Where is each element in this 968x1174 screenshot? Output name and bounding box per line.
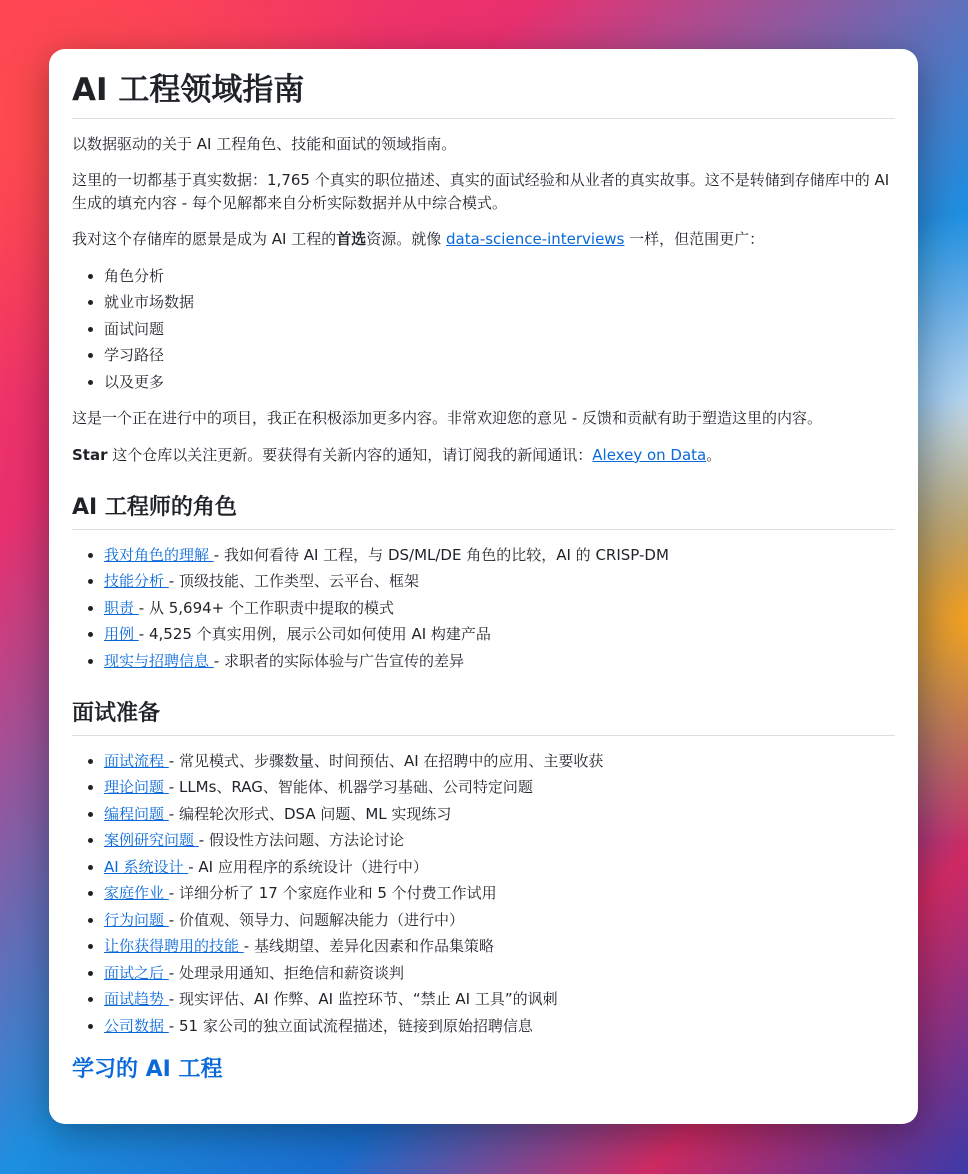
item-description: - 4,525 个真实用例，展示公司如何使用 AI 构建产品	[138, 625, 491, 644]
progress-text: 这是一个正在进行中的项目，我正在积极添加更多内容。非常欢迎您的意见 - 反馈和贡献有助于塑造这里的内容。	[72, 409, 822, 428]
vision-post: 一样，但范围更广：	[624, 230, 765, 249]
page-title: AI 工程领域指南	[72, 71, 895, 119]
scope-list	[72, 265, 895, 394]
newsletter-link[interactable]: Alexey on Data	[592, 445, 707, 464]
item-link[interactable]: 公司数据	[104, 1016, 169, 1035]
list-item	[104, 962, 895, 985]
item-link[interactable]: 理论问题	[104, 778, 169, 797]
item-link[interactable]: 编程问题	[104, 804, 169, 823]
list-item: • 角色分析	[104, 265, 895, 288]
item-description: - 从 5,694+ 个工作职责中提取的模式	[138, 598, 395, 617]
vision-text	[72, 228, 895, 251]
vision-bold: 首选	[336, 230, 367, 249]
roles-list	[72, 544, 895, 673]
readme-card	[49, 49, 918, 1124]
item-description: - 我如何看待 AI 工程，与 DS/ML/DE 角色的比较，AI 的 CRISP-DM	[213, 545, 669, 564]
item-link[interactable]: 现实与招聘信息	[104, 651, 214, 670]
item-description: - 详细分析了 17 个家庭作业和 5 个付费工作试用	[168, 884, 497, 903]
item-link[interactable]: 技能分析	[104, 572, 169, 591]
intro-text: 以数据驱动的关于 AI 工程角色、技能和面试的领域指南。	[72, 134, 457, 153]
vision-pre: 我对这个存储库的愿景是成为 AI 工程的	[72, 230, 337, 249]
list-item	[104, 935, 895, 958]
list-item: • 以及更多	[104, 371, 895, 394]
list-item	[104, 1015, 895, 1038]
learning-heading: 学习的 AI 工程	[72, 1057, 223, 1083]
item-link[interactable]: 职责	[104, 598, 139, 617]
item-link[interactable]: 面试流程	[104, 751, 169, 770]
item-link[interactable]: 面试之后	[104, 963, 169, 982]
star-text	[72, 444, 895, 467]
list-item	[104, 882, 895, 905]
item-link[interactable]: 让你获得聘用的技能	[104, 937, 244, 956]
item-link[interactable]: 行为问题	[104, 910, 169, 929]
star-body: 这个仓库以关注更新。要获得有关新内容的通知，请订阅我的新闻通讯：	[107, 445, 593, 464]
list-item	[104, 544, 895, 567]
list-item	[104, 856, 895, 879]
item-link[interactable]: 我对角色的理解	[104, 545, 214, 564]
readme-content	[49, 49, 918, 1086]
roles-heading: AI 工程师的角色	[72, 494, 895, 530]
interview-list	[72, 750, 895, 1038]
item-description: - 基线期望、差异化因素和作品集策略	[243, 937, 494, 956]
data-science-interviews-link[interactable]: data-science-interviews	[446, 230, 625, 249]
item-description: - 编程轮次形式、DSA 问题、ML 实现练习	[168, 804, 452, 823]
list-item	[104, 909, 895, 932]
list-item	[104, 988, 895, 1011]
item-description: - LLMs、RAG、智能体、机器学习基础、公司特定问题	[168, 778, 533, 797]
item-description: - 现实评估、AI 作弊、AI 监控环节、“禁止 AI 工具”的讽刺	[168, 990, 558, 1009]
list-item	[104, 570, 895, 593]
list-item: • 面试问题	[104, 318, 895, 341]
list-item	[104, 829, 895, 852]
item-link[interactable]: 案例研究问题	[104, 831, 199, 850]
item-link[interactable]: 家庭作业	[104, 884, 169, 903]
interview-heading: 面试准备	[72, 700, 895, 736]
item-link[interactable]: AI 系统设计	[104, 857, 189, 876]
item-description: - 顶级技能、工作类型、云平台、框架	[168, 572, 419, 591]
item-description: - 常见模式、步骤数量、时间预估、AI 在招聘中的应用、主要收获	[168, 751, 604, 770]
list-item: • 学习路径	[104, 344, 895, 367]
list-item	[104, 750, 895, 773]
item-link[interactable]: 面试趋势	[104, 990, 169, 1009]
vision-mid: 资源。就像	[366, 230, 447, 249]
item-description: - 价值观、领导力、问题解决能力（进行中）	[168, 910, 464, 929]
item-description: - 51 家公司的独立面试流程描述，链接到原始招聘信息	[168, 1016, 533, 1035]
list-item	[104, 623, 895, 646]
item-description: - 处理录用通知、拒绝信和薪资谈判	[168, 963, 404, 982]
list-item	[104, 776, 895, 799]
list-item	[104, 803, 895, 826]
list-item	[104, 597, 895, 620]
data-basis-text: 这里的一切都基于真实数据：1,765 个真实的职位描述、真实的面试经验和从业者的真实故事。这不是转储到存储库中的 AI 生成的填充内容 - 每个见解都来自分析实际数据并从中综合模式。	[72, 171, 890, 212]
list-item	[104, 650, 895, 673]
item-link[interactable]: 用例	[104, 625, 139, 644]
item-description: - 求职者的实际体验与广告宣传的差异	[213, 651, 464, 670]
list-item: • 就业市场数据	[104, 291, 895, 314]
item-description: - 假设性方法问题、方法论讨论	[198, 831, 404, 850]
star-bold: Star	[72, 445, 108, 464]
star-end: 。	[706, 445, 722, 464]
item-description: - AI 应用程序的系统设计（进行中）	[188, 857, 428, 876]
